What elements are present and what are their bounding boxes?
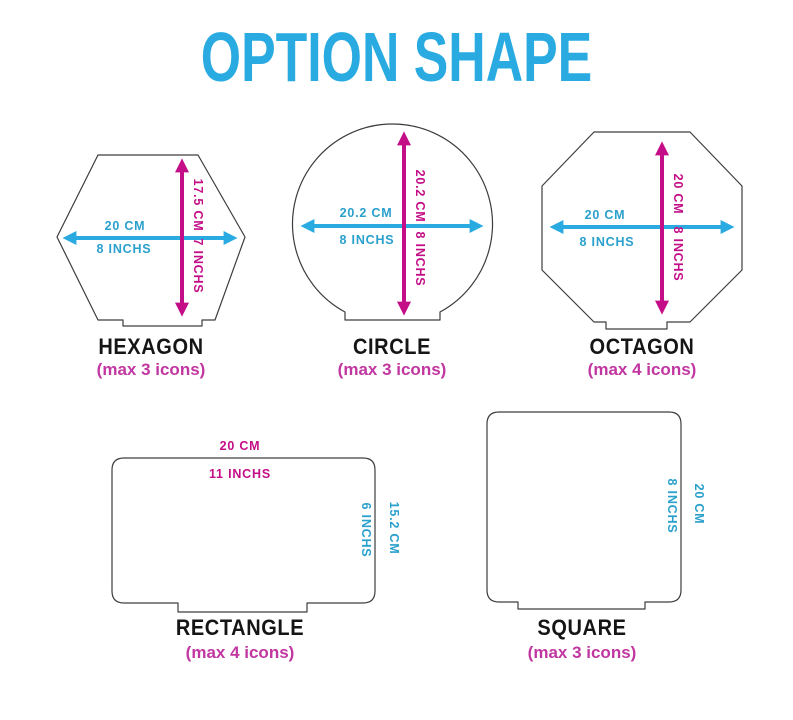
hexagon-width-cm: 20 CM: [104, 219, 146, 233]
square-max-icons: (max 3 icons): [527, 643, 637, 662]
circle-outline: [293, 124, 493, 320]
hexagon-figure: [57, 155, 245, 326]
rectangle-label: RECTANGLE: [175, 616, 305, 641]
hexagon-label: HEXAGON: [98, 335, 204, 360]
circle-height-cm: 20.2 CM: [413, 169, 427, 223]
circle-width-cm: 20.2 CM: [339, 206, 393, 220]
rectangle-max-icons: (max 4 icons): [185, 643, 295, 662]
octagon-height-cm: 20 CM: [671, 173, 685, 215]
octagon-outline: [542, 132, 742, 329]
square-outline: [487, 412, 681, 609]
rectangle-height-cm: 15.2 CM: [387, 501, 401, 555]
rectangle-width-inches: 11 INCHS: [209, 467, 271, 481]
circle-label: CIRCLE: [352, 335, 432, 360]
octagon-width-cm: 20 CM: [584, 208, 626, 222]
octagon-max-icons: (max 4 icons): [587, 360, 697, 379]
octagon-width-inches: 8 INCHS: [579, 235, 635, 249]
hexagon-max-icons: (max 3 icons): [96, 360, 206, 379]
hexagon-height-cm: 17.5 CM: [191, 178, 205, 232]
circle-width-inches: 8 INCHS: [339, 233, 395, 247]
square-height-inches: 8 INCHS: [665, 478, 679, 534]
square-height-cm: 20 CM: [692, 483, 706, 525]
rectangle-width-cm: 20 CM: [219, 439, 261, 453]
circle-height-inches: 8 INCHS: [413, 231, 427, 287]
page-title: OPTION SHAPE: [200, 18, 593, 96]
circle-figure: [293, 124, 493, 320]
octagon-height-inches: 8 INCHS: [671, 226, 685, 282]
rectangle-figure: [112, 439, 401, 612]
square-figure: [487, 412, 706, 609]
square-label: SQUARE: [537, 616, 627, 641]
rectangle-outline: [112, 458, 375, 612]
octagon-label: OCTAGON: [589, 335, 695, 360]
hexagon-height-inches: 7 INCHS: [191, 238, 205, 294]
circle-max-icons: (max 3 icons): [337, 360, 447, 379]
rectangle-height-inches: 6 INCHS: [359, 502, 373, 558]
octagon-figure: [542, 132, 742, 329]
hexagon-width-inches: 8 INCHS: [96, 242, 152, 256]
hexagon-outline: [57, 155, 245, 326]
